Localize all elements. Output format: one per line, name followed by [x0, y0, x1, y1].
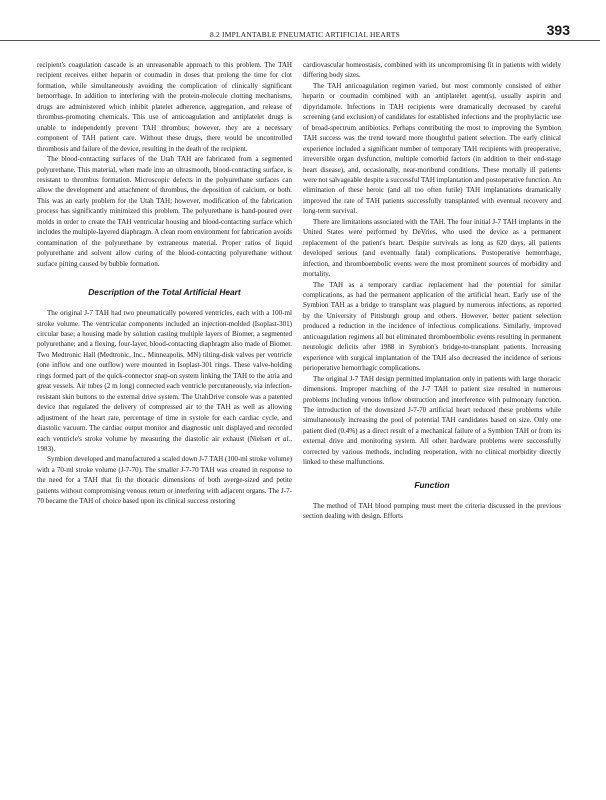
citation-etal: et al. [274, 434, 291, 443]
paragraph: Symbion developed and manufactured a scaled down J-7 TAH (100-ml stroke volume) with a 70-ml stroke volume (J-7-70). The smaller J-7-70 TAH was created in response to the need for a TAH that fit the thoracic dimensions of both averge-sized and petite patients without compromising venous return or interfering with adjacent organs. The J-7-70 became the TAH of choice based upon its clinical success restoring [37, 455, 292, 506]
paragraph: The TAH as a temporary cardiac replacement had the potential for similar complications, as had the permanent application of the artificial heart. Early use of the Symbion TAH as a bridge to transplant was plagued by numerous infections, as reported by the University of Pittsburgh group and others. However, better patient selection produced a reduction in the incidence of infectious complications. Similarly, improved anticoagulation regimens all but eliminated thromboembolic events resulting in permanent neurologic deficits after 1988 in Symbion's bridge-to-transplant patients. Increasing experience with surgical implantation of the TAH also decreased the incidence of serious perioperative hemorrhagic complications. [303, 280, 561, 373]
citation-year: , 1983). [37, 434, 292, 453]
paragraph: recipient's coagulation cascade is an unreasonable approach to this problem. The TAH recipient receives either heparin or coumadin in doses that prolong the time for clot formation, while simultaneously avoiding the complication of clinically significant hemorrhage. In addition to interfering with the protein-molecule clotting mechanisms, drugs are administered which inhibit platelet adherence, aggregation, and release of thrombus-promoting chemicals. This use of anticoagulation and antiplatelet drugs is unable to independently prevent TAH thrombus; however, they are a necessary component of TAH patient care. Without these drugs, there would be uncontrolled thrombosis and failure of the device, resulting in the death of the recipient. [37, 61, 292, 153]
paragraph: The method of TAH blood pumping must meet the criteria discussed in the previous section dealing with design. Efforts [303, 501, 561, 521]
running-head: 8.2 IMPLANTABLE PNEUMATIC ARTIFICIAL HEARTS [210, 30, 400, 39]
paragraph: There are limitations associated with the TAH. The four initial J-7 TAH implants in the United States were performed by DeVries, who used the device as a permanent replacement of the patient's heart. Despite survivals as long as 620 days, all patients developed serious (and eventually fatal) complications. Postoperative hemorrhage, infection, and thromboembolic events were the most prominent sources of morbidity and mortality. [303, 217, 561, 279]
section-heading: Description of the Total Artificial Heart [88, 287, 241, 298]
paragraph-text: The original J-7 TAH had two pneumatically powered ventricles, each with a 100-ml stroke volume. The ventricular components included an injection-molded (Isoplast-301) circular base; a housing made by solution casting multiple layers of Biomer, a segmented polyurethane; and a flexing, four-layer, blood-contacting diaphragm also made of Biomer. Two Medtronic Hall (Medtronic, Inc., Minneapolis, MN) tilting-disk valves per ventricle (one inflow and one outflow) were mounted in Isoplast-301 rings. These valve-holding rings formed part of the quick-connector snap-on system linking the TAH to the atria and great vessels. Air tubes (2 m long) connected each ventricle percutaneously, via infection-resistant skin buttons to the external drive system. The UtahDrive console was a patented device that regulated the delivery of compressed air to the TAH as well as allowing adjustment of the heart rate, percentage of time in systole for each cardiac cycle, and diastolic vacuum. The cardiac output monitor and diagnostic unit displayed and recorded each ventricle's stroke volume by measuring the diastolic air exhaust (Nielsen [37, 309, 292, 443]
section-heading: Function [414, 479, 450, 490]
paragraph: The TAH anticoagulation regimen varied, but most commonly consisted of either heparin or coumadin combined with an antiplatelet agent(s), usually aspirin and dipyridamole. Infections in TAH recipients were dramatically decreased by careful screening (and exclusion) of candidates for established infections and the prophylactic use of broad-spectrum antibiotics. Perhaps contributing the most to improving the Symbion TAH success was the trend toward more thoughtful patient selection. The early clinical experience included a significant number of temporary TAH recipients with preoperative, irreversible organ dysfunction, multiple comorbid factors (in addition to their end-stage heart disease), and, occasionally, near-moribund conditions. These mortally ill patients were not salvageable despite a successful TAH implantation and postoperative function. An elimination of these heroic (and all too often futile) TAH implantations dramatically improved the rate of TAH patients successfully transplanted with eventual recovery and long-term survival. [303, 81, 562, 216]
page-number: 393 [546, 22, 570, 38]
paragraph [37, 308, 292, 454]
left-column [37, 60, 292, 507]
header-rule [0, 40, 600, 41]
paragraph: cardiovascular homeostasis, combined with its uncompromising fit in patients with widely differing body sizes. [303, 61, 561, 80]
right-column [303, 60, 561, 522]
paragraph: The original J-7 TAH design permitted implantation only in patients with large thoracic dimensions. Improper matching of the J-7 TAH to patient size resulted in numerous problems including venous inflow obstruction and interference with pulmonary function. The introduction of the downsized J-7-70 artificial heart reduced these problems while simultaneously increasing the pool of potential TAH candidates based on size. Only one patient died (0.4%) as a direct result of a mechanical failure of a Symbion TAH or from its external drive and monitoring system. All other hardware problems were successfully corrected by various methods, including reoperation, with no clinical morbidity directly linked to these malfunctions. [303, 374, 561, 467]
paragraph: The blood-contacting surfaces of the Utah TAH are fabricated from a segmented polyurethane. This material, when made into an ultrasmooth, blood-contacting surface, is resistant to thrombus formation. Microscopic defects in the polyurethane surfaces can allow the development and attachment of thrombus, the deposition of calcium, or both. This was an early problem for the Utah TAH; however, modification of the fabrication process has significantly minimized this problem. The polyurethane is hand-poured over molds in order to create the TAH ventricular housing and blood-contacting surface which includes the multiple-layered diaphragm. A clean room environment for fabrication avoids contamination of the polyurethane by extraneous material. Proper ratios of liquid polyurethane and solvent allow curing of the blood-contacting polyurethane without surface pitting caused by bubble formation. [37, 155, 292, 268]
